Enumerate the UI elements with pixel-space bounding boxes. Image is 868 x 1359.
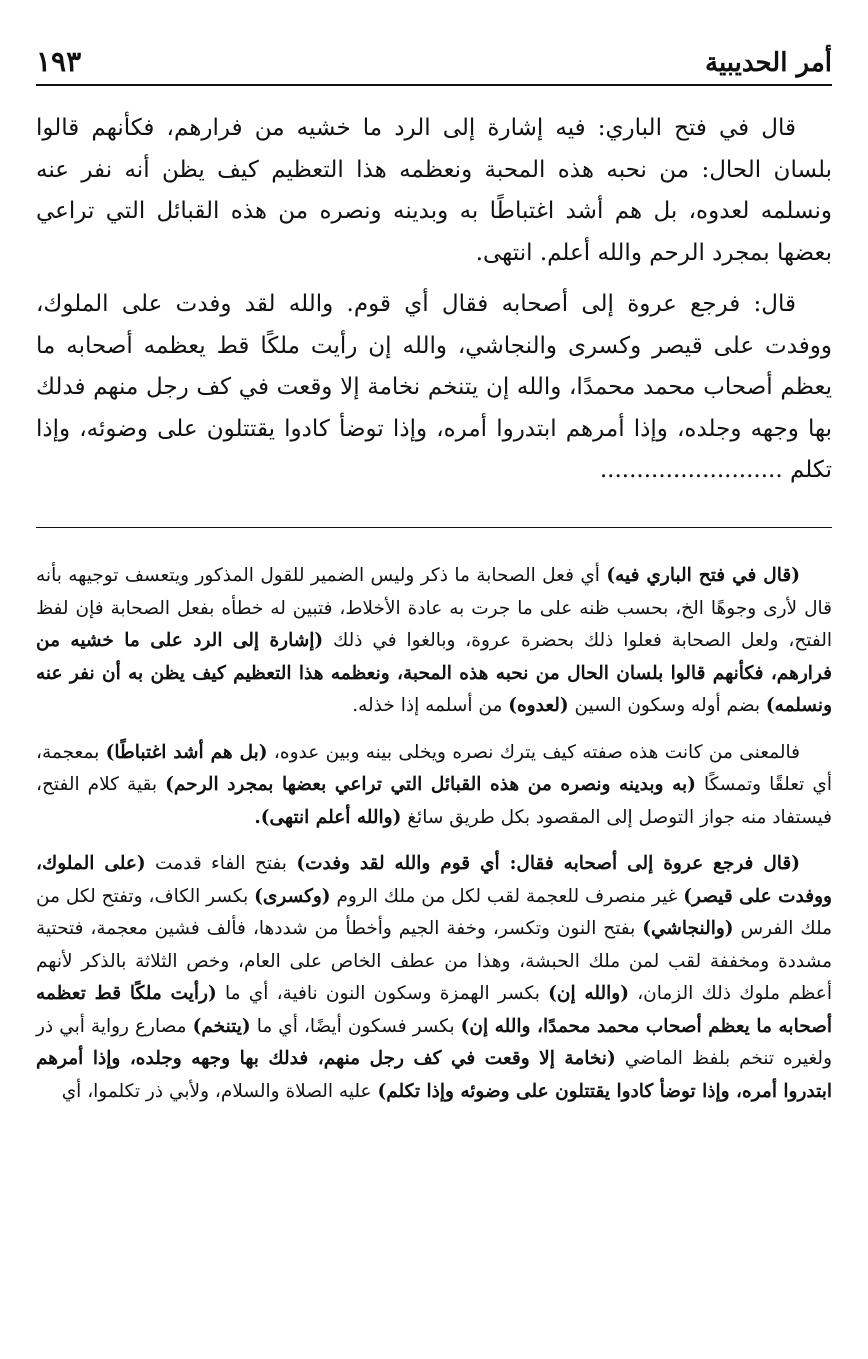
quoted-text: (قال في فتح الباري فيه) xyxy=(606,565,800,586)
quoted-text: (نخامة إلا وقعت في كف رجل منهم، فدلك بها وجهه وجلده، وإذا أمرهم ابتدروا أمره، وإذا توضأ كادوا يقتتلون على وضوئه وإذا تكلم) xyxy=(36,1048,832,1102)
explanation-text: بقية كلام الفتح، فيستفاد منه جواز التوصل إلى المقصود بكل طريق سائغ xyxy=(36,774,832,828)
quoted-text: (قال فرجع عروة إلى أصحابه فقال: أي قوم والله لقد وفدت) xyxy=(296,853,800,874)
quoted-text: (يتنخم) xyxy=(192,1015,251,1037)
page-number: ١٩٣ xyxy=(36,45,82,78)
explanation-text: أي فعل الصحابة ما ذكر وليس الضمير للقول المذكور ويتعسف توجيهه بأنه قال لأرى وجوهًا الخ، بحسب ظنه على ما جرت به عادة الأخلاط، فتبين له خطأه بفعل الصحابة فإن لفظ الفتح، ولعل الصحابة فعلوا ذلك بحضرة عروة، وبالغوا في ذلك xyxy=(36,565,832,651)
main-paragraph-1: قال في فتح الباري: فيه إشارة إلى الرد ما خشيه من فرارهم، فكأنهم قالوا بلسان الحال: من نحبه هذه المحبة ونعظمه هذا التعظيم كيف يظن أنه نفر عنه ونسلمه لعدوه، بل هم أشد اغتباطًا به وبدينه ونصره من هذه القبائل التي تراعي بعضها بمجرد الرحم والله أعلم. انتهى. xyxy=(36,115,832,266)
explanation-text: فالمعنى من كانت هذه صفته كيف يترك نصره ويخلى بينه وبين عدوه، xyxy=(267,741,800,763)
main-paragraph-2 xyxy=(36,284,832,492)
quoted-text: (لعدوه) xyxy=(508,695,569,716)
commentary-paragraph-1 xyxy=(36,560,832,723)
explanation-text: بفتح الفاء قدمت xyxy=(145,853,297,874)
explanation-text: بفتح النون وتكسر، وخفة الجيم وأخطأ من شددها، فألف فشين معجمة، فتحتية مشددة ومخففة لقب لمن ملك الحبشة، وهذا من عطف الخاص على العام، وخص الثلاثة بالذكر لأنهم أعظم ملوك ذلك الزمان، xyxy=(36,918,832,1004)
explanation-text: غير منصرف للعجمة لقب لكل من ملك الروم xyxy=(330,885,684,907)
running-title: أمر الحديبية xyxy=(705,48,832,78)
explanation-text: بكسر فسكون أيضًا، أي ما xyxy=(250,1015,461,1037)
explanation-text: عليه الصلاة والسلام، ولأبي ذر تكلموا، أي xyxy=(61,1080,378,1102)
explanation-text: بكسر الهمزة وسكون النون نافية، أي ما xyxy=(216,983,549,1004)
commentary-paragraph-3 xyxy=(36,848,832,1108)
continuation-dots: ......................... xyxy=(599,457,783,483)
quoted-text: (والنجاشي) xyxy=(642,918,734,939)
main-paragraph-2-text: قال: فرجع عروة إلى أصحابه فقال أي قوم. والله لقد وفدت على الملوك، ووفدت على قيصر وكسرى والنجاشي، والله إن رأيت ملكًا قط يعظمه أصحابه ما يعظم أصحاب محمد محمدًا، والله إن يتنخم نخامة إلا وقعت في كف رجل منهم فدلك بها وجهه وجلده، وإذا أمرهم ابتدروا أمره، وإذا توضأ كادوا يقتتلون على وضوئه، وإذا تكلم xyxy=(36,291,832,483)
commentary-text xyxy=(36,560,832,1122)
explanation-text: من أسلمه إذا خذله. xyxy=(352,695,509,716)
quoted-text: (على الملوك، ووفدت على قيصر) xyxy=(36,853,832,907)
explanation-text: بضم أوله وسكون السين xyxy=(568,695,766,716)
footnote-separator xyxy=(36,527,832,528)
quoted-text: (رأيت ملكًا قط تعظمه أصحابه ما يعظم أصحاب محمد محمدًا، والله إن) xyxy=(36,983,832,1037)
main-text xyxy=(36,108,832,502)
quoted-text: (به وبدينه ونصره من هذه القبائل التي تراعي بعضها بمجرد الرحم) xyxy=(165,774,696,795)
quoted-text: (إشارة إلى الرد على ما خشيه من فرارهم، فكأنهم قالوا بلسان الحال من نحبه هذه المحبة، ونعظمه هذا التعظيم كيف يظن به أن نفر عنه ونسلمه) xyxy=(36,630,832,716)
quoted-text: (والله إن) xyxy=(548,983,629,1004)
quoted-text: (وكسرى) xyxy=(254,885,331,907)
explanation-text: بكسر الكاف، وتفتح لكل من ملك الفرس xyxy=(36,885,832,939)
explanation-text: بمعجمة، أي تعلقًا وتمسكًا xyxy=(36,741,832,795)
quoted-text: (بل هم أشد اغتباطًا) xyxy=(105,741,268,763)
commentary-paragraph-2 xyxy=(36,737,832,835)
quoted-text: (والله أعلم انتهى). xyxy=(254,806,402,828)
explanation-text: مصارع رواية أبي ذر ولغيره تنخم بلفظ الماضي xyxy=(36,1015,832,1069)
page-header xyxy=(36,40,832,86)
